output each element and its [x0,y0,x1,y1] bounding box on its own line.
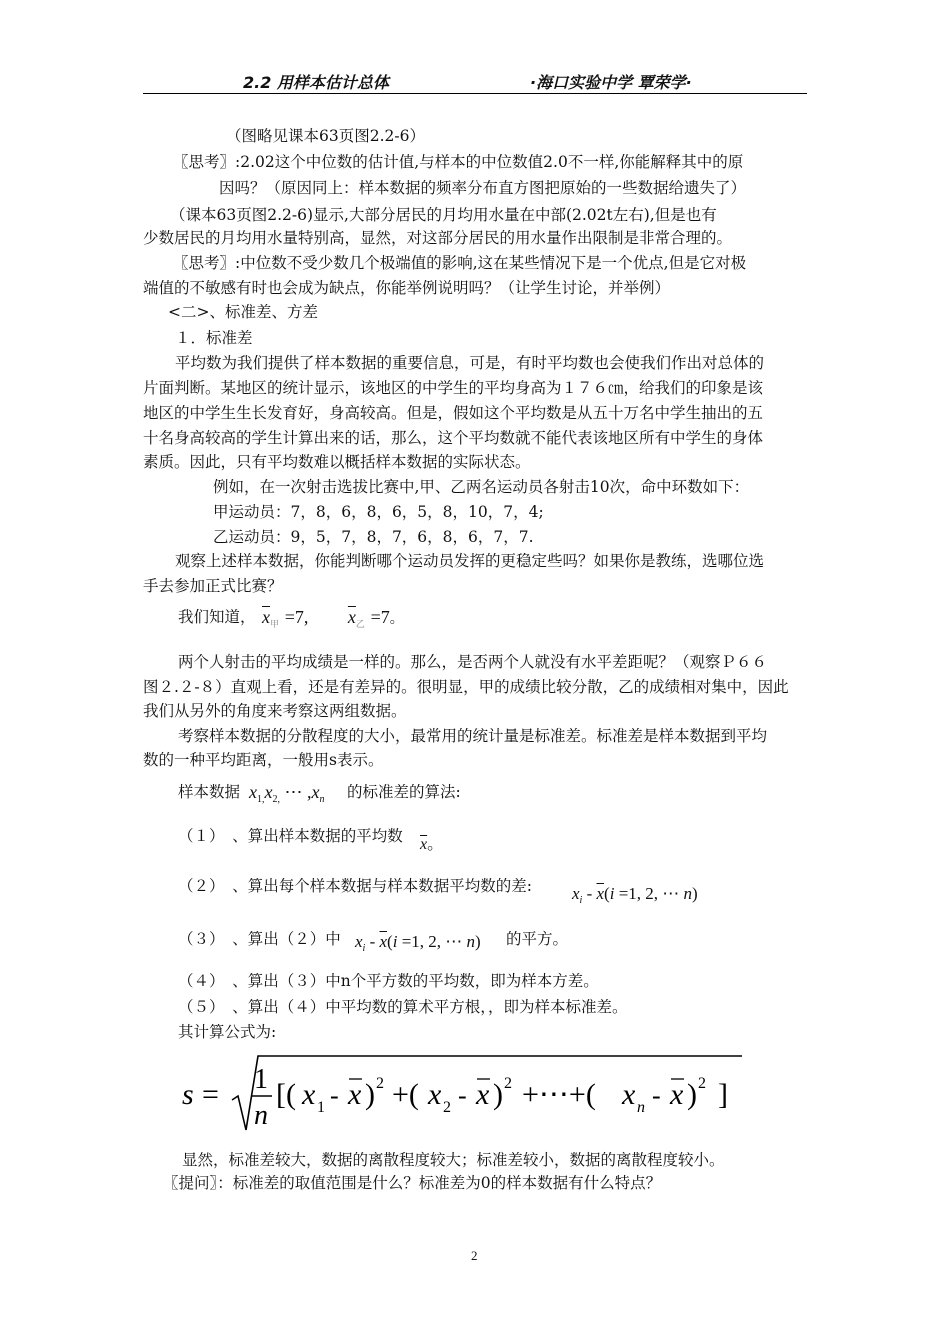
header-author: ·海口实验中学 覃荣学· [530,73,692,92]
text-line: 样本数据 [178,783,241,801]
svg-text:2: 2 [443,1099,451,1116]
svg-text:2: 2 [376,1075,384,1092]
svg-text:2: 2 [504,1075,512,1092]
svg-text:x: x [670,1078,684,1111]
sample-sequence-formula: $x_{1,}x_{2,}$ ⋯ $,x_n$ [249,782,325,805]
text-line: 素质。因此，只有平均数难以概括样本数据的实际状态。 [143,453,531,471]
text-line: 的标准差的算法: [347,783,461,801]
std-dev-formula [182,1050,752,1140]
page-number: 2 [471,1248,478,1263]
svg-text:x: x [348,1078,362,1111]
text-line: 我们知道， [178,608,256,626]
svg-text:=: = [202,1078,219,1111]
section-heading: <二>、标准差、方差 [168,303,318,321]
text-line: 平均数为我们提供了样本数据的重要信息，可是，有时平均数也会使我们作出对总体的 [175,354,765,372]
text-line: 因吗？（原因同上：样本数据的频率分布直方图把原始的一些数据给遗失了） [219,179,747,197]
text-line: 图２.２-８）直观上看，还是有差异的。很明显，甲的成绩比较分散，乙的成绩相对集中，因此 [143,678,789,696]
mean-formula: $\overline{x}_甲 =7$, $\overline{x}_乙 =7$。 [262,607,404,629]
text-line: 〖思考〗:2.02这个中位数的估计值,与样本的中位数值2.0不一样,你能解释其中的原 [173,153,744,171]
text-line: 两个人射击的平均成绩是一样的。那么，是否两个人就没有水平差距呢？（观察Ｐ６６ [178,653,768,671]
header-rule [143,93,807,94]
svg-text:]: ] [718,1078,728,1111]
step-5: （５） 、算出（４）中平均数的算术平方根，，即为样本标准差。 [178,998,628,1016]
subsection-heading: １．标准差 [175,329,253,347]
svg-text:+⋯+(: +⋯+( [522,1078,596,1111]
svg-text:x: x [302,1078,316,1111]
svg-text:1: 1 [317,1099,325,1116]
question-line: 〖提问〗：标准差的取值范围是什么？标准差为0的样本数据有什么特点？ [163,1174,662,1192]
data-line-yi: 乙运动员：9，5，7，8，7，6，8，6，7，7. [213,528,534,546]
text-line: 手去参加正式比赛？ [143,577,283,595]
data-line-jia: 甲运动员：7，8，6，8，6，5，8，10，7，4; [213,503,544,521]
text-line: 十名身高较高的学生计算出来的话，那么，这个平均数就不能代表该地区所有中学生的身体 [143,429,764,447]
text-line: （图略见课本63页图2.2-6） [226,127,425,145]
svg-text:+(: +( [392,1078,419,1111]
svg-text:n: n [254,1100,268,1131]
svg-text:s: s [182,1078,194,1111]
text-line: 我们从另外的角度来考察这两组数据。 [143,702,407,720]
text-line: 数的一种平均距离，一般用s表示。 [143,751,384,769]
step-4: （４） 、算出（３）中n个平方数的平均数，即为样本方差。 [178,972,599,990]
text-line: 少数居民的月均用水量特别高，显然，对这部分居民的用水量作出限制是非常合理的。 [143,229,733,247]
svg-text:n: n [637,1099,645,1116]
text-line: 考察样本数据的分散程度的大小，最常用的统计量是标准差。标准差是样本数据到平均 [178,727,768,745]
text-line: 端值的不敏感有时也会成为缺点，你能举例说明吗？（让学生讨论，并举例） [143,279,671,297]
text-line: 观察上述样本数据，你能判断哪个运动员发挥的更稳定些吗？如果你是教练，选哪位选 [175,552,765,570]
svg-text:): ) [493,1078,503,1111]
svg-text:x: x [476,1078,490,1111]
svg-text:[(: [( [276,1078,296,1111]
deviation-formula: $x_i - \overline{x}(i =1$, 2, ⋯ n) [572,884,698,906]
svg-text:-: - [458,1081,467,1110]
svg-text:2: 2 [698,1075,706,1092]
svg-text:): ) [365,1078,375,1111]
text-line: 地区的中学生生长发育好，身高较高。但是，假如这个平均数是从五十万名中学生抽出的五 [143,404,764,422]
svg-text:1: 1 [254,1064,268,1095]
step-2: （２） 、算出每个样本数据与样本数据平均数的差: [178,877,532,895]
text-line: 显然，标准差较大，数据的离散程度较大；标准差较小，数据的离散程度较小。 [182,1151,725,1169]
svg-text:): ) [687,1078,697,1111]
text-line: 其计算公式为: [178,1023,277,1041]
svg-text:x: x [428,1078,442,1111]
text-line: （课本63页图2.2-6)显示,大部分居民的月均用水量在中部(2.02t左右),但是也有 [170,206,717,224]
text-line: 的平方。 [506,930,569,948]
svg-text:-: - [652,1081,661,1110]
svg-text:x: x [622,1078,636,1111]
mean-symbol: $\overline{x}$。 [420,836,444,853]
text-line: 〖思考〗:中位数不受少数几个极端值的影响,这在某些情况下是一个优点,但是它对极 [173,254,747,272]
deviation-formula: $x_i - \overline{x}(i =1$, 2, ⋯ n) [355,932,481,954]
text-line: 例如，在一次射击选拔比赛中,甲、乙两名运动员各射击10次，命中环数如下： [213,478,750,496]
svg-text:-: - [330,1081,339,1110]
step-1: （１） 、算出样本数据的平均数 [178,827,403,845]
step-3: （３） 、算出（２）中 [178,930,341,948]
header-title: 2.2 用样本估计总体 [243,73,389,92]
text-line: 片面判断。某地区的统计显示，该地区的中学生的平均身高为１７６㎝，给我们的印象是该 [143,379,764,397]
